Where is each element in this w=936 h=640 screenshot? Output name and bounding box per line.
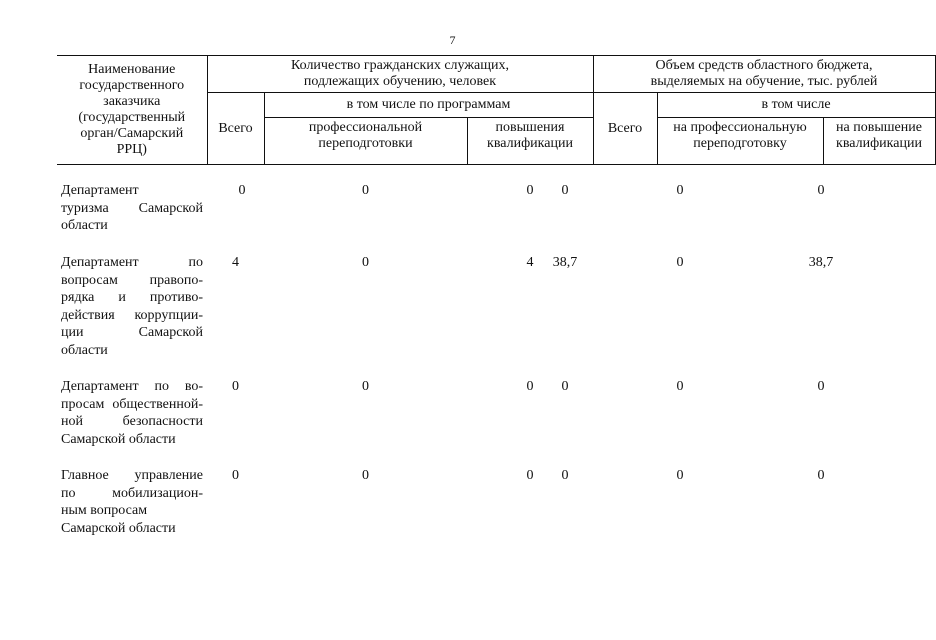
value-prof-budget: 0	[676, 379, 684, 394]
org-name: Департамент туризма Самарской области	[61, 183, 203, 233]
value-total-budget: 0	[561, 468, 569, 483]
value-prof-budget: 0	[676, 183, 684, 198]
value-total-people: 0	[238, 183, 246, 198]
org-name: Главное управление по мобилизацион- ным вопросам Самарской области	[61, 468, 203, 536]
total-2-header: Всего	[593, 93, 657, 165]
value-qual-budget: 0	[817, 379, 825, 394]
value-total-budget: 0	[561, 379, 569, 394]
value-qual-budget: 0	[817, 183, 825, 198]
value-total-budget: 0	[561, 183, 569, 198]
page-number: 7	[449, 33, 456, 47]
org-name: Департамент по во- просам общественной- ной безопасности Самарской области	[61, 379, 203, 447]
value-qual-people: 0	[526, 379, 534, 394]
table-header	[57, 55, 936, 165]
value-prof-budget: 0	[676, 255, 684, 270]
value-prof-people: 0	[362, 255, 369, 270]
org-column-header: Наименование государственного заказчика (государственный орган/Самарский РРЦ)	[57, 56, 207, 165]
value-total-people: 0	[232, 468, 239, 483]
value-total-people: 4	[232, 255, 239, 270]
value-prof-people: 0	[362, 379, 369, 394]
prof-1-header: профессиональной переподготовки	[264, 118, 467, 165]
group1-subheader: в том числе по программам	[264, 93, 593, 118]
value-prof-budget: 0	[676, 468, 684, 483]
value-qual-people: 4	[526, 255, 534, 270]
total-1-header: Всего	[207, 93, 264, 165]
value-qual-people: 0	[526, 183, 534, 198]
value-prof-people: 0	[362, 183, 369, 198]
prof-2-header: на профессиональную переподготовку	[657, 118, 823, 165]
value-qual-budget: 0	[817, 468, 825, 483]
group2-title: Объем средств областного бюджета, выделяемых на обучение, тыс. рублей	[593, 56, 935, 93]
value-total-budget: 38,7	[552, 255, 578, 270]
qual-2-header: на повышение квалификации	[823, 118, 935, 165]
org-name: Департамент по вопросам правопо- рядка и противо- действия коррупции- ции Самарской области	[61, 255, 203, 358]
value-qual-budget: 38,7	[808, 255, 834, 270]
group1-title: Количество гражданских служащих, подлежащих обучению, человек	[207, 56, 593, 93]
group2-subheader: в том числе	[657, 93, 935, 118]
value-qual-people: 0	[526, 468, 534, 483]
value-total-people: 0	[232, 379, 239, 394]
value-prof-people: 0	[362, 468, 369, 483]
qual-1-header: повышения квалификации	[467, 118, 593, 165]
